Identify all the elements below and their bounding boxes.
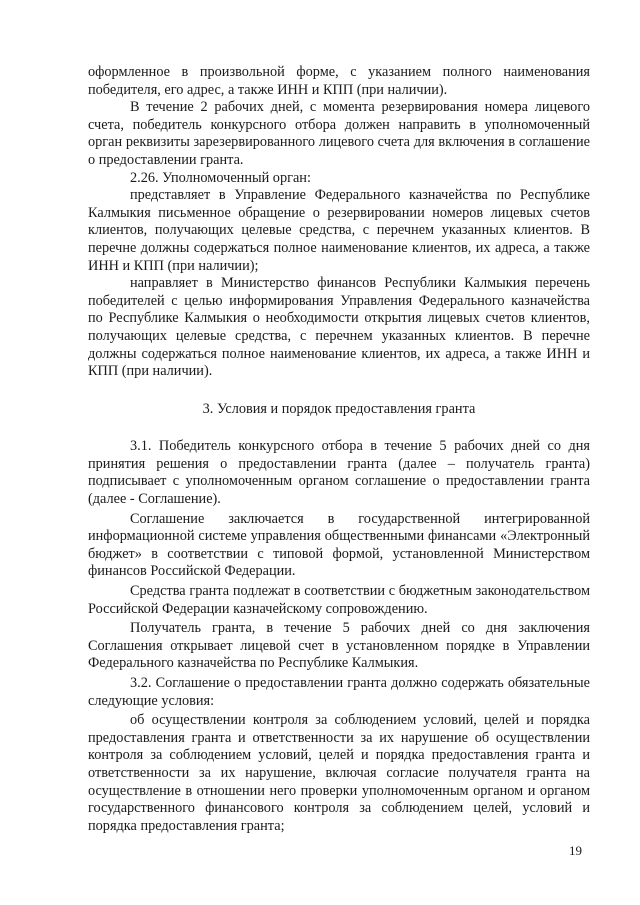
paragraph-account-details: В течение 2 рабочих дней, с момента резервирования номера лицевого счета, победитель конкурсного отбора должен направить в уполномоченный орган реквизиты зарезервированного лицевого счета для включения в соглашение о предоставлении гранта. <box>88 99 590 168</box>
page-number: 19 <box>569 843 582 858</box>
paragraph-account-opening: Получатель гранта, в течение 5 рабочих дней со дня заключения Соглашения открывает лицевой счет в установленном порядке в Управлении Федерального казначейства по Республике Калмыкия. <box>88 620 590 672</box>
section-heading: 3. Условия и порядок предоставления гранта <box>202 400 476 417</box>
paragraph-clause-3-2: 3.2. Соглашение о предоставлении гранта должно содержать обязательные следующие условия: <box>88 675 590 709</box>
paragraph-clause-3-1: 3.1. Победитель конкурсного отбора в течение 5 рабочих дней со дня принятия решения о предоставлении гранта (далее – получатель гранта) подписывает с уполномоченным органом соглашение о предоставлении гранта (далее - Соглашение). <box>88 438 590 508</box>
paragraph-control-conditions: об осуществлении контроля за соблюдением условий, целей и порядка предоставления гранта и ответственности за их нарушение об осуществлении контроля за соблюдением условий, целей и порядка предоставления гранта и ответственности за их нарушение, включая согласие получателя гранта на осуществление в отношении него проверки уполномоченным органом и органом государственного финансового контроля за соблюдением целей, условий и порядка предоставления гранта; <box>88 712 590 834</box>
paragraph-ministry-list: направляет в Министерство финансов Республики Калмыкия перечень победителей с целью информирования Управления Федерального казначейства по Республике Калмыкия о необходимости открытия лицевых счетов клиентов, получающих целевые средства, с перечнем указанных клиентов. В перечне должны содержаться полное наименование клиентов, их адреса, а также ИНН и КПП (при наличии). <box>88 275 590 380</box>
paragraph-treasury-support: Средства гранта подлежат в соответствии с бюджетным законодательством Российской Федерации казначейскому сопровождению. <box>88 583 590 617</box>
paragraph-continuation: оформленное в произвольной форме, с указанием полного наименования победителя, его адрес, а также ИНН и КПП (при наличии). <box>88 64 590 98</box>
paragraph-electronic-budget: Соглашение заключается в государственной интегрированной информационной системе управления общественными финансами «Электронный бюджет» в соответствии с типовой формой, установленной Министерством финансов Российской Федерации. <box>88 510 590 580</box>
paragraph-treasury-request: представляет в Управление Федерального казначейства по Республике Калмыкия письменное обращение о резервировании номеров лицевых счетов клиентов, получающих целевые средства, с перечнем указанных клиентов. В перечне должны содержаться полное наименование клиентов, их адреса, а также ИНН и КПП (при наличии); <box>88 187 590 274</box>
paragraph-clause-2-26: 2.26. Уполномоченный орган: <box>130 169 311 186</box>
